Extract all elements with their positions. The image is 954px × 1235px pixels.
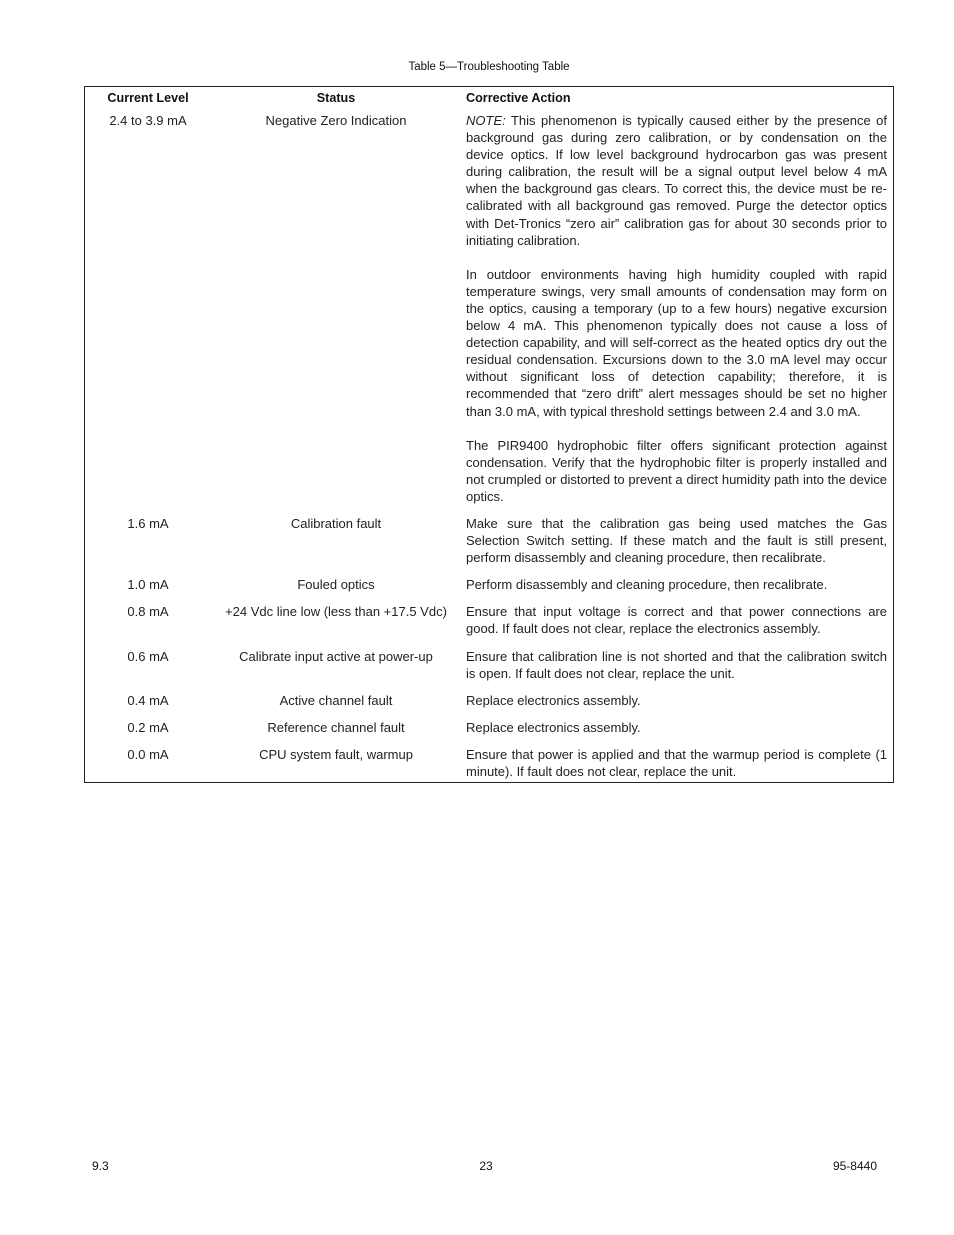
cell-current-level: 0.6 mA [127,648,169,664]
table-row [85,576,893,603]
header-current-level: Current Level [107,91,189,105]
cell-corrective-action: Perform disassembly and cleaning procedure, then recalibrate. [466,577,828,593]
cell-status: Reference channel fault [267,719,405,735]
table-row [85,692,893,719]
note-text: This phenomenon is typically caused either by the presence of background gas during zero calibration, or by condensation on the device optics. If low level background hydrocarbon gas was present during calibration, the result will be a signal output level below 4 mA when the background gas clears. To correct this, the device must be re-calibrated with all background gas removed. Purge the detector optics with Det-Tronics “zero air” calibration gas for about 30 seconds prior to initiating calibration. [466,113,887,248]
cell-corrective-action [461,111,893,515]
document-number: 95-8440 [832,1159,877,1173]
cell-corrective-action: Make sure that the calibration gas being used matches the Gas Selection Switch setting. If these match and the fault is still present, perform disassembly and cleaning procedure, then recalibrate. [466,515,887,566]
cell-current-level: 0.0 mA [127,746,169,762]
table-row [85,515,893,576]
action-paragraph: In outdoor environments having high humidity coupled with rapid temperature swings, very small amounts of condensation may form on the optics, causing a temporary (up to a few hours) negative excursion below 4 mA. This phenomenon typically does not cause a loss of detection capability, and will self-correct as the heated optics dry out the residual condensation. Excursions down to the 3.0 mA level may occur without significant loss of detection capability; therefore, it is recommended that “zero drift” alert messages should be set no higher than 3.0 mA, with typical threshold settings between 2.4 and 3.0 mA. [466,266,887,419]
footer-revision: 9.3 [92,1159,109,1173]
cell-status: Calibration fault [290,515,382,531]
cell-current-level: 0.8 mA [127,604,169,620]
table-row [85,746,893,782]
cell-current-level: 2.4 to 3.9 mA [109,113,187,128]
cell-corrective-action: Ensure that power is applied and that the warmup period is complete (1 minute). If fault does not clear, replace the unit. [466,746,887,779]
table-row [85,648,893,692]
action-paragraph: The PIR9400 hydrophobic filter offers significant protection against condensation. Verify that the hydrophobic filter is properly installed and not crumpled or distorted to prevent a direct humidity path into the device optics. [466,437,887,504]
cell-corrective-action: Replace electronics assembly. [466,692,641,708]
table-header-row [85,87,893,111]
cell-current-level: 0.4 mA [127,692,169,708]
table-caption: Table 5—Troubleshooting Table [408,61,570,73]
cell-current-level: 0.2 mA [127,719,169,735]
action-paragraph [466,112,887,249]
cell-status: Active channel fault [279,692,393,708]
cell-status: +24 Vdc line low (less than +17.5 Vdc) [225,604,447,620]
table-row [85,719,893,746]
cell-status: Calibrate input active at power-up [239,648,433,664]
table-row [85,603,893,647]
header-status: Status [316,91,356,105]
cell-current-level: 1.6 mA [127,515,169,531]
header-corrective-action: Corrective Action [466,91,571,105]
cell-current-level: 1.0 mA [127,577,169,593]
cell-status: CPU system fault, warmup [259,746,413,762]
cell-corrective-action: Replace electronics assembly. [466,719,641,735]
page-number: 23 [479,1159,493,1173]
table-row [85,111,893,515]
cell-corrective-action: Ensure that input voltage is correct and that power connections are good. If fault does not clear, replace the electronics assembly. [466,604,887,637]
cell-status: Negative Zero Indication [265,113,407,128]
note-label: NOTE: [466,113,506,128]
cell-corrective-action: Ensure that calibration line is not shorted and that the calibration switch is open. If fault does not clear, replace the unit. [466,648,887,681]
cell-status: Fouled optics [297,577,375,593]
troubleshooting-table [84,86,894,783]
